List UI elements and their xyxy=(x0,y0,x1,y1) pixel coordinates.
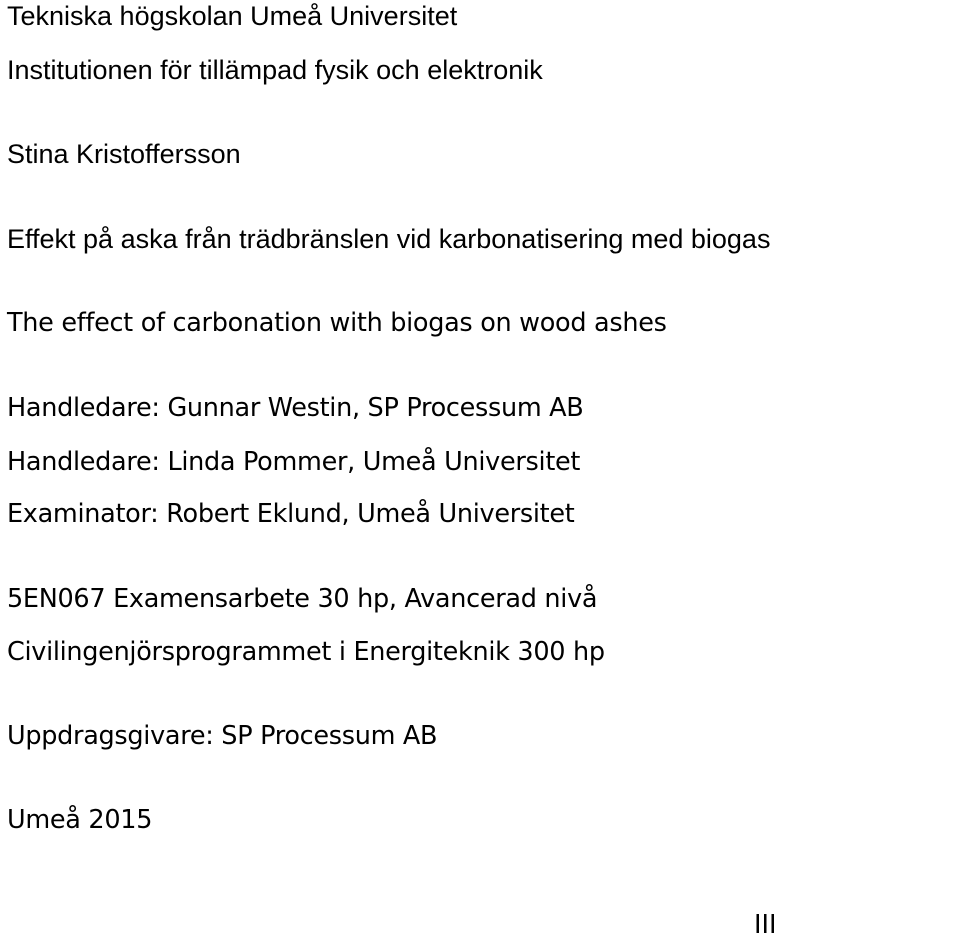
supervisor-2: Handledare: Linda Pommer, Umeå Universitet xyxy=(7,447,581,477)
university-name: Tekniska högskolan Umeå Universitet xyxy=(7,1,458,31)
supervisor-1: Handledare: Gunnar Westin, SP Processum AB xyxy=(7,393,584,423)
page-number: III xyxy=(754,910,777,940)
examiner: Examinator: Robert Eklund, Umeå Universitet xyxy=(7,499,575,529)
place-year: Umeå 2015 xyxy=(7,805,153,835)
thesis-title-swedish: Effekt på aska från trädbränslen vid karbonatisering med biogas xyxy=(7,224,771,254)
client-info: Uppdragsgivare: SP Processum AB xyxy=(7,721,438,751)
institution-name: Institutionen för tillämpad fysik och elektronik xyxy=(7,55,543,85)
programme-info: Civilingenjörsprogrammet i Energiteknik 300 hp xyxy=(7,637,605,667)
course-info: 5EN067 Examensarbete 30 hp, Avancerad nivå xyxy=(7,584,598,614)
author-name: Stina Kristoffersson xyxy=(7,139,241,169)
thesis-title-english: The effect of carbonation with biogas on wood ashes xyxy=(7,308,667,338)
